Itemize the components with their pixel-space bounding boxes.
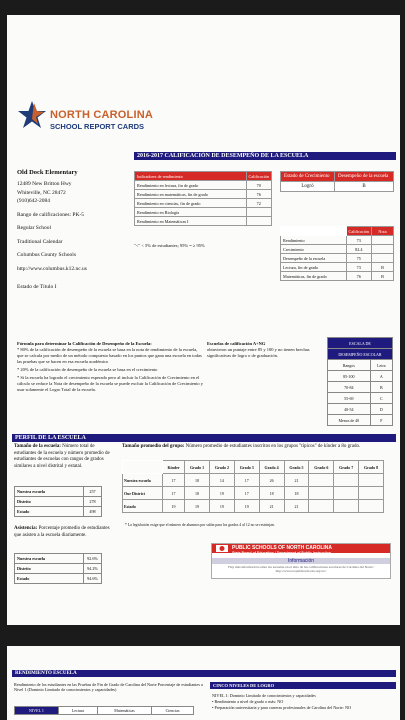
att-row-value: 92.6%	[84, 554, 102, 564]
public-schools-sub: State Board of Education | Department of Public Instruction	[232, 551, 331, 555]
school-grade-range: Rango de calificaciones: PK-5	[17, 211, 85, 218]
levels-title: CINCO NIVELES DE LOGRO	[210, 682, 396, 689]
perf-row-value: 76	[246, 190, 271, 199]
calc-row-grade	[372, 236, 394, 245]
school-address1: 12489 New Britton Hwy	[17, 181, 72, 188]
scale-range: 85-100	[328, 371, 371, 382]
group-note: * La legislación exige que el número de alumnos por salón para los grados 4 al 12 no se restrinjan.	[125, 523, 275, 527]
logo-line1: NORTH CAROLINA	[50, 109, 154, 121]
group-cell	[309, 487, 334, 500]
size-row-label: Nuestra escuela	[15, 487, 84, 497]
level-col: Lectura	[58, 707, 97, 715]
nc-star-logo-icon	[17, 100, 47, 130]
perf-row-value: 72	[246, 199, 271, 208]
size-label: Tamaño de la escuela:	[14, 444, 61, 449]
att-row-label: Nuestra escuela	[15, 554, 84, 564]
calc-row-grade: B	[372, 272, 394, 281]
group-table	[122, 460, 384, 513]
scale-letter: D	[370, 404, 392, 415]
group-desc	[122, 444, 392, 451]
group-col: Grado 5	[284, 461, 309, 474]
calc-row-label: Lectura, fin de grado	[281, 263, 347, 272]
school-url[interactable]: http://www.columbus.k12.nc.us	[17, 265, 87, 272]
growth-label: Logró	[281, 182, 335, 192]
scale-letter: A	[370, 371, 392, 382]
size-row-value: 257	[84, 487, 102, 497]
group-cell: 21	[259, 500, 284, 513]
perf-row-label: Rendimiento en lectura, fin de grado	[135, 181, 247, 190]
group-col: Grado 1	[185, 461, 210, 474]
scale-range: Menos de 40	[328, 415, 371, 426]
school-calendar: Traditional Calendar	[17, 238, 63, 245]
group-cell: 17	[163, 474, 185, 487]
performance-title: 2016-2017 CALIFICACIÓN DE DESEMPEÑO DE LA ESCUELA	[134, 152, 396, 160]
rendimiento-text: Rendimiento de los estudiantes en las Pruebas de Fin de Grado de Carolina del Norte Porcentaje de estudiantes a Nivel 1 (Dominio Limitado de conocimientos y capacidades)	[14, 682, 203, 693]
att-row-value: 94.2%	[84, 564, 102, 574]
info-heading: Información	[212, 558, 390, 564]
size-row-label: Distrito	[15, 497, 84, 507]
report-page-1	[7, 15, 400, 625]
school-name: Old Dock Elementary	[17, 169, 78, 176]
size-row-label: Estado	[15, 507, 84, 517]
scale-range: 40-54	[328, 404, 371, 415]
scale-letter: C	[370, 393, 392, 404]
att-row-label: Distrito	[15, 564, 84, 574]
group-cell	[334, 487, 359, 500]
group-cell: 14	[209, 474, 234, 487]
public-schools-box	[211, 543, 391, 579]
info-message[interactable]: Hay más información sobre las escuelas en el sitio de las calificaciones escolares de Carolina del Norte: http://www.ncpublicschools.org/src/	[228, 565, 374, 573]
profile-title: PERFIL DE LA ESCUELA	[12, 434, 396, 442]
scale-letter: B	[370, 382, 392, 393]
group-row-label: Our District	[123, 487, 163, 500]
perf-row-value	[246, 208, 271, 217]
level1-b2: • Preparación universitaria y para carreras profesionales de Carolina del Norte: NO	[212, 704, 352, 710]
scale-h1: Rangos	[328, 360, 371, 371]
school-district: Columbus County Schools	[17, 252, 76, 259]
att-text: Porcentaje promedio de estudiantes que asisten a la escuela diariamente.	[14, 526, 110, 538]
group-text: Número promedio de estudiantes inscritos en los grupos "típicos" de kínder a 8o grado.	[185, 444, 361, 449]
performance-table	[134, 171, 272, 226]
perf-col1: Indicadores de rendimiento	[135, 172, 247, 181]
formula-block	[17, 341, 205, 394]
calc-row-label: Matemáticas, fin de grado	[281, 272, 347, 281]
size-desc	[14, 444, 114, 470]
group-col: Grado 6	[309, 461, 334, 474]
group-cell: 19	[185, 500, 210, 513]
group-label: Tamaño promedio del grupo:	[122, 444, 185, 449]
group-cell: 18	[284, 487, 309, 500]
group-cell	[309, 474, 334, 487]
group-cell: 19	[163, 500, 185, 513]
att-desc	[14, 526, 114, 539]
growth-grade: B	[335, 182, 394, 192]
calc-row-label: Rendimiento	[281, 236, 347, 245]
perf-row-value: 70	[246, 181, 271, 190]
group-col: Grado 4	[259, 461, 284, 474]
formula-p2: * 20% de la calificación de desempeño de la escuela se basa en el crecimiento	[17, 367, 158, 373]
size-text: Número total de estudiantes de la escuela y número promedio de estudiantes de escuelas con rangos de grados similares a nivel distrital y estatal.	[14, 444, 110, 469]
calc-row-value: 76	[346, 272, 371, 281]
aplus-block	[207, 341, 322, 359]
group-col: Grado 7	[334, 461, 359, 474]
level-col: Matemáticas	[97, 707, 151, 715]
calc-row-value: 82.4	[346, 245, 371, 254]
perf-row-label: Rendimiento en matemáticas, fin de grado	[135, 190, 247, 199]
perf-footnote: "<" < 5% de estudiantes; 95% = ≥ 95%	[134, 243, 205, 248]
group-cell	[309, 500, 334, 513]
group-row-label: Nuestra escuela	[123, 474, 163, 487]
size-table	[14, 486, 102, 517]
school-type: Regular School	[17, 225, 52, 232]
group-cell: 18	[185, 487, 210, 500]
size-row-value: 278	[84, 497, 102, 507]
group-cell: 18	[259, 487, 284, 500]
state-seal-icon	[216, 545, 228, 552]
calc-row-value: 73	[346, 263, 371, 272]
att-table	[14, 553, 102, 584]
scale-range: 70-84	[328, 382, 371, 393]
school-info	[17, 168, 127, 292]
logo-line2: SCHOOL REPORT CARDS	[50, 122, 145, 131]
perf-row-label: Rendimiento en ciencias, fin de grado	[135, 199, 247, 208]
scale-letter: F	[370, 415, 392, 426]
school-address2: Whiteville, NC 28472	[17, 189, 66, 196]
group-row-label: Estado	[123, 500, 163, 513]
scale-title2: DESEMPEÑO ESCOLAR	[328, 349, 393, 360]
public-schools-title: PUBLIC SCHOOLS OF NORTH CAROLINA	[232, 545, 332, 551]
perf-row-value	[246, 217, 271, 226]
calc-row-label: Crecimiento	[281, 245, 347, 254]
att-row-value: 94.6%	[84, 574, 102, 584]
perf-row-label: Rendimiento en Matemáticas I	[135, 217, 247, 226]
title-i-status: Estado de Título I	[17, 284, 57, 291]
level-col: NIVEL 1	[15, 707, 59, 715]
aplus-title: Escuelas de calificación A+NG	[207, 341, 266, 346]
perf-row-label: Rendimiento en Biología	[135, 208, 247, 217]
level-table	[14, 706, 194, 715]
public-schools-bar	[212, 544, 390, 553]
perf-col2: Calificación	[246, 172, 271, 181]
group-col: Grado 2	[209, 461, 234, 474]
scale-title1: ESCALA DE	[328, 338, 393, 349]
group-cell	[359, 500, 384, 513]
group-cell: 17	[163, 487, 185, 500]
calc-h1: Calificación	[346, 227, 371, 236]
group-cell	[359, 487, 384, 500]
group-cell	[334, 474, 359, 487]
scale-table	[327, 337, 393, 426]
size-row-value: 498	[84, 507, 102, 517]
group-cell: 26	[259, 474, 284, 487]
group-col: Kínder	[163, 461, 185, 474]
scale-range: 55-69	[328, 393, 371, 404]
group-cell: 17	[234, 474, 259, 487]
group-col: Grado 3	[234, 461, 259, 474]
group-cell: 21	[284, 500, 309, 513]
rendimiento-title: RENDIMIENTO ESCUELA	[12, 670, 396, 677]
formula-title: Fórmula para determinar la Calificación de Desempeño de la Escuela:	[17, 341, 152, 346]
growth-h2: Desempeño de la escuela	[335, 172, 394, 182]
aplus-text: obtuvieron un puntaje entre 85 y 100 y no tienen brechas significativas de logro o de graduación.	[207, 347, 310, 359]
group-cell	[359, 474, 384, 487]
calc-row-value: 75	[346, 254, 371, 263]
calc-row-label: Desempeño de la escuela	[281, 254, 347, 263]
group-cell	[334, 500, 359, 513]
calc-h2: Nota	[372, 227, 394, 236]
formula-p1: * 80% de la calificación de desempeño de la escuela se basa en la nota de rendimiento de la escuela, que se calcula por medio de un método compuesto basado en los puntos que gana una escuela en todas las pruebas que se hacen en esa escuela académico	[17, 347, 202, 365]
formula-p3: * Si la escuela ha logrado el crecimiento esperado pero al incluir la Calificación de Crecimiento en el cálculo se reduce la Nota de desempeño de la escuela se puede excluir la Calificación de Crecimiento y usar solamente el Logro Total de la escuela.	[17, 375, 204, 393]
growth-table	[280, 171, 394, 192]
calc-table	[280, 226, 394, 281]
scale-h2: Letra	[370, 360, 392, 371]
group-cell: 19	[209, 487, 234, 500]
level1-text: NIVEL 1: Dominio Limitado de conocimientos y capacidades	[212, 693, 316, 698]
calc-row-grade: B	[372, 263, 394, 272]
group-cell: 18	[185, 474, 210, 487]
att-label: Asistencia:	[14, 526, 38, 531]
group-cell: 19	[234, 500, 259, 513]
school-phone: (910)642-2084	[17, 198, 50, 205]
calc-row-grade	[372, 254, 394, 263]
levels-desc	[212, 693, 396, 711]
calc-row-value: 73	[346, 236, 371, 245]
att-row-label: Estado	[15, 574, 84, 584]
level1-b1: • Rendimiento a nivel de grado o más: NO	[212, 698, 284, 704]
group-col: Grado 8	[359, 461, 384, 474]
group-cell: 17	[234, 487, 259, 500]
level-col: Ciencias	[152, 707, 194, 715]
growth-h1: Estado de Crecimiento	[281, 172, 335, 182]
group-cell: 21	[284, 474, 309, 487]
calc-row-grade	[372, 245, 394, 254]
report-page-2	[7, 646, 400, 720]
group-cell: 19	[209, 500, 234, 513]
